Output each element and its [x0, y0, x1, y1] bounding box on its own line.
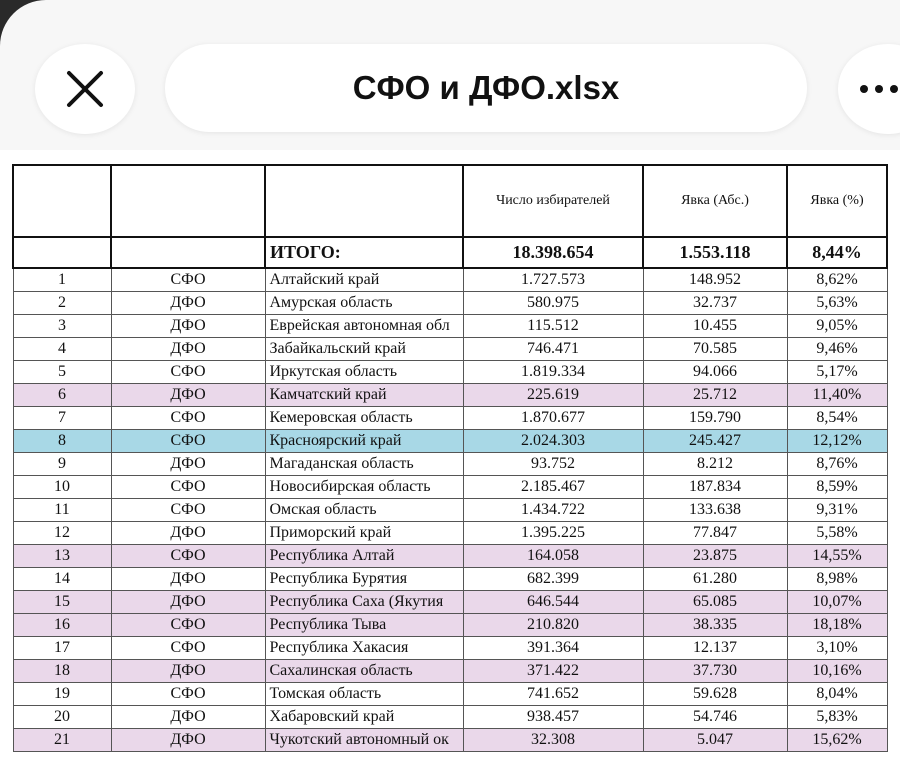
table-row: [13, 338, 887, 361]
voters-cell[interactable]: 2.024.303: [463, 430, 643, 453]
table-row: [13, 568, 887, 591]
turnout-abs-cell[interactable]: 159.790: [643, 407, 787, 430]
district-cell[interactable]: ДФО: [111, 706, 265, 729]
district-cell[interactable]: СФО: [111, 407, 265, 430]
total-row: [13, 237, 887, 268]
voters-cell[interactable]: 1.727.573: [463, 268, 643, 292]
turnout-pct-cell[interactable]: 15,62%: [787, 729, 887, 752]
table-row: [13, 268, 887, 292]
turnout-pct-cell[interactable]: 10,07%: [787, 591, 887, 614]
district-cell[interactable]: ДФО: [111, 384, 265, 407]
district-cell[interactable]: ДФО: [111, 729, 265, 752]
header-turnout-abs[interactable]: Явка (Абс.): [643, 165, 787, 237]
file-title: СФО и ДФО.xlsx: [165, 44, 807, 132]
row-number-cell[interactable]: 15: [13, 591, 111, 614]
results-table: [12, 164, 888, 752]
row-number-cell[interactable]: 14: [13, 568, 111, 591]
voters-cell[interactable]: 371.422: [463, 660, 643, 683]
row-number-cell[interactable]: 20: [13, 706, 111, 729]
table-row: [13, 499, 887, 522]
table-row: [13, 292, 887, 315]
row-number-cell[interactable]: 21: [13, 729, 111, 752]
header-turnout-pct[interactable]: Явка (%): [787, 165, 887, 237]
turnout-pct-cell[interactable]: 9,31%: [787, 499, 887, 522]
region-cell[interactable]: Томская область: [265, 683, 463, 706]
turnout-pct-cell[interactable]: 14,55%: [787, 545, 887, 568]
region-cell[interactable]: Республика Бурятия: [265, 568, 463, 591]
row-number-cell[interactable]: 5: [13, 361, 111, 384]
region-cell[interactable]: Республика Алтай: [265, 545, 463, 568]
turnout-abs-cell[interactable]: 65.085: [643, 591, 787, 614]
district-cell[interactable]: ДФО: [111, 453, 265, 476]
table-row: [13, 476, 887, 499]
voters-cell[interactable]: 225.619: [463, 384, 643, 407]
voters-cell[interactable]: 682.399: [463, 568, 643, 591]
row-number-cell[interactable]: 8: [13, 430, 111, 453]
row-number-cell[interactable]: 13: [13, 545, 111, 568]
table-row: [13, 384, 887, 407]
district-cell[interactable]: ДФО: [111, 522, 265, 545]
row-number-cell[interactable]: 11: [13, 499, 111, 522]
table-row: [13, 361, 887, 384]
voters-cell[interactable]: 2.185.467: [463, 476, 643, 499]
turnout-abs-cell[interactable]: 70.585: [643, 338, 787, 361]
row-number-cell[interactable]: 2: [13, 292, 111, 315]
row-number-cell[interactable]: 16: [13, 614, 111, 637]
voters-cell[interactable]: 580.975: [463, 292, 643, 315]
turnout-abs-cell[interactable]: 12.137: [643, 637, 787, 660]
region-cell[interactable]: Красноярский край: [265, 430, 463, 453]
turnout-pct-cell[interactable]: 11,40%: [787, 384, 887, 407]
region-cell[interactable]: Республика Тыва: [265, 614, 463, 637]
district-cell[interactable]: ДФО: [111, 660, 265, 683]
district-cell[interactable]: СФО: [111, 637, 265, 660]
table-row: [13, 522, 887, 545]
district-cell[interactable]: СФО: [111, 268, 265, 292]
row-number-cell[interactable]: 12: [13, 522, 111, 545]
region-cell[interactable]: Республика Хакасия: [265, 637, 463, 660]
turnout-abs-cell[interactable]: 8.212: [643, 453, 787, 476]
turnout-pct-cell[interactable]: 5,83%: [787, 706, 887, 729]
table-row: [13, 545, 887, 568]
voters-cell[interactable]: 1.395.225: [463, 522, 643, 545]
turnout-abs-cell[interactable]: 25.712: [643, 384, 787, 407]
voters-cell[interactable]: 164.058: [463, 545, 643, 568]
table-row: [13, 315, 887, 338]
district-cell[interactable]: СФО: [111, 430, 265, 453]
table-row: [13, 614, 887, 637]
region-cell[interactable]: Алтайский край: [265, 268, 463, 292]
region-cell[interactable]: Еврейская автономная обл: [265, 315, 463, 338]
turnout-pct-cell[interactable]: 8,54%: [787, 407, 887, 430]
row-number-cell[interactable]: 18: [13, 660, 111, 683]
table-row: [13, 706, 887, 729]
turnout-pct-cell[interactable]: 8,59%: [787, 476, 887, 499]
header-row: [13, 165, 887, 237]
region-cell[interactable]: Новосибирская область: [265, 476, 463, 499]
turnout-abs-cell[interactable]: 94.066: [643, 361, 787, 384]
district-cell[interactable]: ДФО: [111, 292, 265, 315]
region-cell[interactable]: Чукотский автономный ок: [265, 729, 463, 752]
turnout-abs-cell[interactable]: 245.427: [643, 430, 787, 453]
district-cell[interactable]: ДФО: [111, 315, 265, 338]
region-cell[interactable]: Омская область: [265, 499, 463, 522]
turnout-abs-cell[interactable]: 5.047: [643, 729, 787, 752]
turnout-pct-cell[interactable]: 8,04%: [787, 683, 887, 706]
voters-cell[interactable]: 1.434.722: [463, 499, 643, 522]
turnout-abs-cell[interactable]: 133.638: [643, 499, 787, 522]
row-number-cell[interactable]: 19: [13, 683, 111, 706]
district-cell[interactable]: СФО: [111, 614, 265, 637]
turnout-abs-cell[interactable]: 77.847: [643, 522, 787, 545]
turnout-pct-cell[interactable]: 18,18%: [787, 614, 887, 637]
row-number-cell[interactable]: 9: [13, 453, 111, 476]
table-row: [13, 637, 887, 660]
total-label[interactable]: ИТОГО:: [265, 237, 463, 268]
voters-cell[interactable]: 93.752: [463, 453, 643, 476]
table-row: [13, 683, 887, 706]
close-button[interactable]: [35, 44, 135, 134]
turnout-abs-cell[interactable]: 23.875: [643, 545, 787, 568]
turnout-pct-cell[interactable]: 8,62%: [787, 268, 887, 292]
turnout-pct-cell[interactable]: 9,46%: [787, 338, 887, 361]
region-cell[interactable]: Магаданская область: [265, 453, 463, 476]
region-cell[interactable]: Республика Саха (Якутия: [265, 591, 463, 614]
region-cell[interactable]: Кемеровская область: [265, 407, 463, 430]
district-cell[interactable]: ДФО: [111, 591, 265, 614]
district-cell[interactable]: СФО: [111, 361, 265, 384]
row-number-cell[interactable]: 17: [13, 637, 111, 660]
voters-cell[interactable]: 1.870.677: [463, 407, 643, 430]
more-icon: [860, 85, 900, 93]
turnout-pct-cell[interactable]: 10,16%: [787, 660, 887, 683]
row-number-cell[interactable]: 6: [13, 384, 111, 407]
region-cell[interactable]: Сахалинская область: [265, 660, 463, 683]
header-cell-empty: [13, 165, 111, 237]
turnout-abs-cell[interactable]: 32.737: [643, 292, 787, 315]
table-row: [13, 407, 887, 430]
turnout-pct-cell[interactable]: 9,05%: [787, 315, 887, 338]
total-turnout-abs[interactable]: 1.553.118: [643, 237, 787, 268]
turnout-abs-cell[interactable]: 54.746: [643, 706, 787, 729]
row-number-cell[interactable]: 1: [13, 268, 111, 292]
voters-cell[interactable]: 746.471: [463, 338, 643, 361]
turnout-abs-cell[interactable]: 38.335: [643, 614, 787, 637]
table-row: [13, 591, 887, 614]
total-turnout-pct[interactable]: 8,44%: [787, 237, 887, 268]
turnout-abs-cell[interactable]: 187.834: [643, 476, 787, 499]
turnout-abs-cell[interactable]: 37.730: [643, 660, 787, 683]
close-icon: [65, 69, 105, 109]
turnout-abs-cell[interactable]: 10.455: [643, 315, 787, 338]
turnout-pct-cell[interactable]: 3,10%: [787, 637, 887, 660]
district-cell[interactable]: СФО: [111, 499, 265, 522]
voters-cell[interactable]: 646.544: [463, 591, 643, 614]
turnout-pct-cell[interactable]: 12,12%: [787, 430, 887, 453]
turnout-pct-cell[interactable]: 5,63%: [787, 292, 887, 315]
turnout-abs-cell[interactable]: 59.628: [643, 683, 787, 706]
row-number-cell[interactable]: 7: [13, 407, 111, 430]
region-cell[interactable]: Забайкальский край: [265, 338, 463, 361]
region-cell[interactable]: Приморский край: [265, 522, 463, 545]
table-row: [13, 430, 887, 453]
turnout-abs-cell[interactable]: 148.952: [643, 268, 787, 292]
total-cell-empty: [111, 237, 265, 268]
district-cell[interactable]: СФО: [111, 476, 265, 499]
voters-cell[interactable]: 391.364: [463, 637, 643, 660]
voters-cell[interactable]: 210.820: [463, 614, 643, 637]
table-row: [13, 729, 887, 752]
header-cell-empty: [265, 165, 463, 237]
district-cell[interactable]: ДФО: [111, 568, 265, 591]
spreadsheet-area: [0, 150, 900, 768]
region-cell[interactable]: Хабаровский край: [265, 706, 463, 729]
voters-cell[interactable]: 1.819.334: [463, 361, 643, 384]
row-number-cell[interactable]: 4: [13, 338, 111, 361]
row-number-cell[interactable]: 10: [13, 476, 111, 499]
total-cell-empty: [13, 237, 111, 268]
district-cell[interactable]: ДФО: [111, 338, 265, 361]
header-voters[interactable]: Число избирателей: [463, 165, 643, 237]
turnout-pct-cell[interactable]: 5,58%: [787, 522, 887, 545]
top-bar: [0, 0, 900, 150]
turnout-abs-cell[interactable]: 61.280: [643, 568, 787, 591]
voters-cell[interactable]: 741.652: [463, 683, 643, 706]
header-cell-empty: [111, 165, 265, 237]
district-cell[interactable]: СФО: [111, 683, 265, 706]
voters-cell[interactable]: 32.308: [463, 729, 643, 752]
total-voters[interactable]: 18.398.654: [463, 237, 643, 268]
voters-cell[interactable]: 938.457: [463, 706, 643, 729]
district-cell[interactable]: СФО: [111, 545, 265, 568]
region-cell[interactable]: Амурская область: [265, 292, 463, 315]
row-number-cell[interactable]: 3: [13, 315, 111, 338]
voters-cell[interactable]: 115.512: [463, 315, 643, 338]
region-cell[interactable]: Камчатский край: [265, 384, 463, 407]
table-row: [13, 660, 887, 683]
table-row: [13, 453, 887, 476]
turnout-pct-cell[interactable]: 8,98%: [787, 568, 887, 591]
region-cell[interactable]: Иркутская область: [265, 361, 463, 384]
turnout-pct-cell[interactable]: 8,76%: [787, 453, 887, 476]
more-button[interactable]: [838, 44, 900, 134]
turnout-pct-cell[interactable]: 5,17%: [787, 361, 887, 384]
